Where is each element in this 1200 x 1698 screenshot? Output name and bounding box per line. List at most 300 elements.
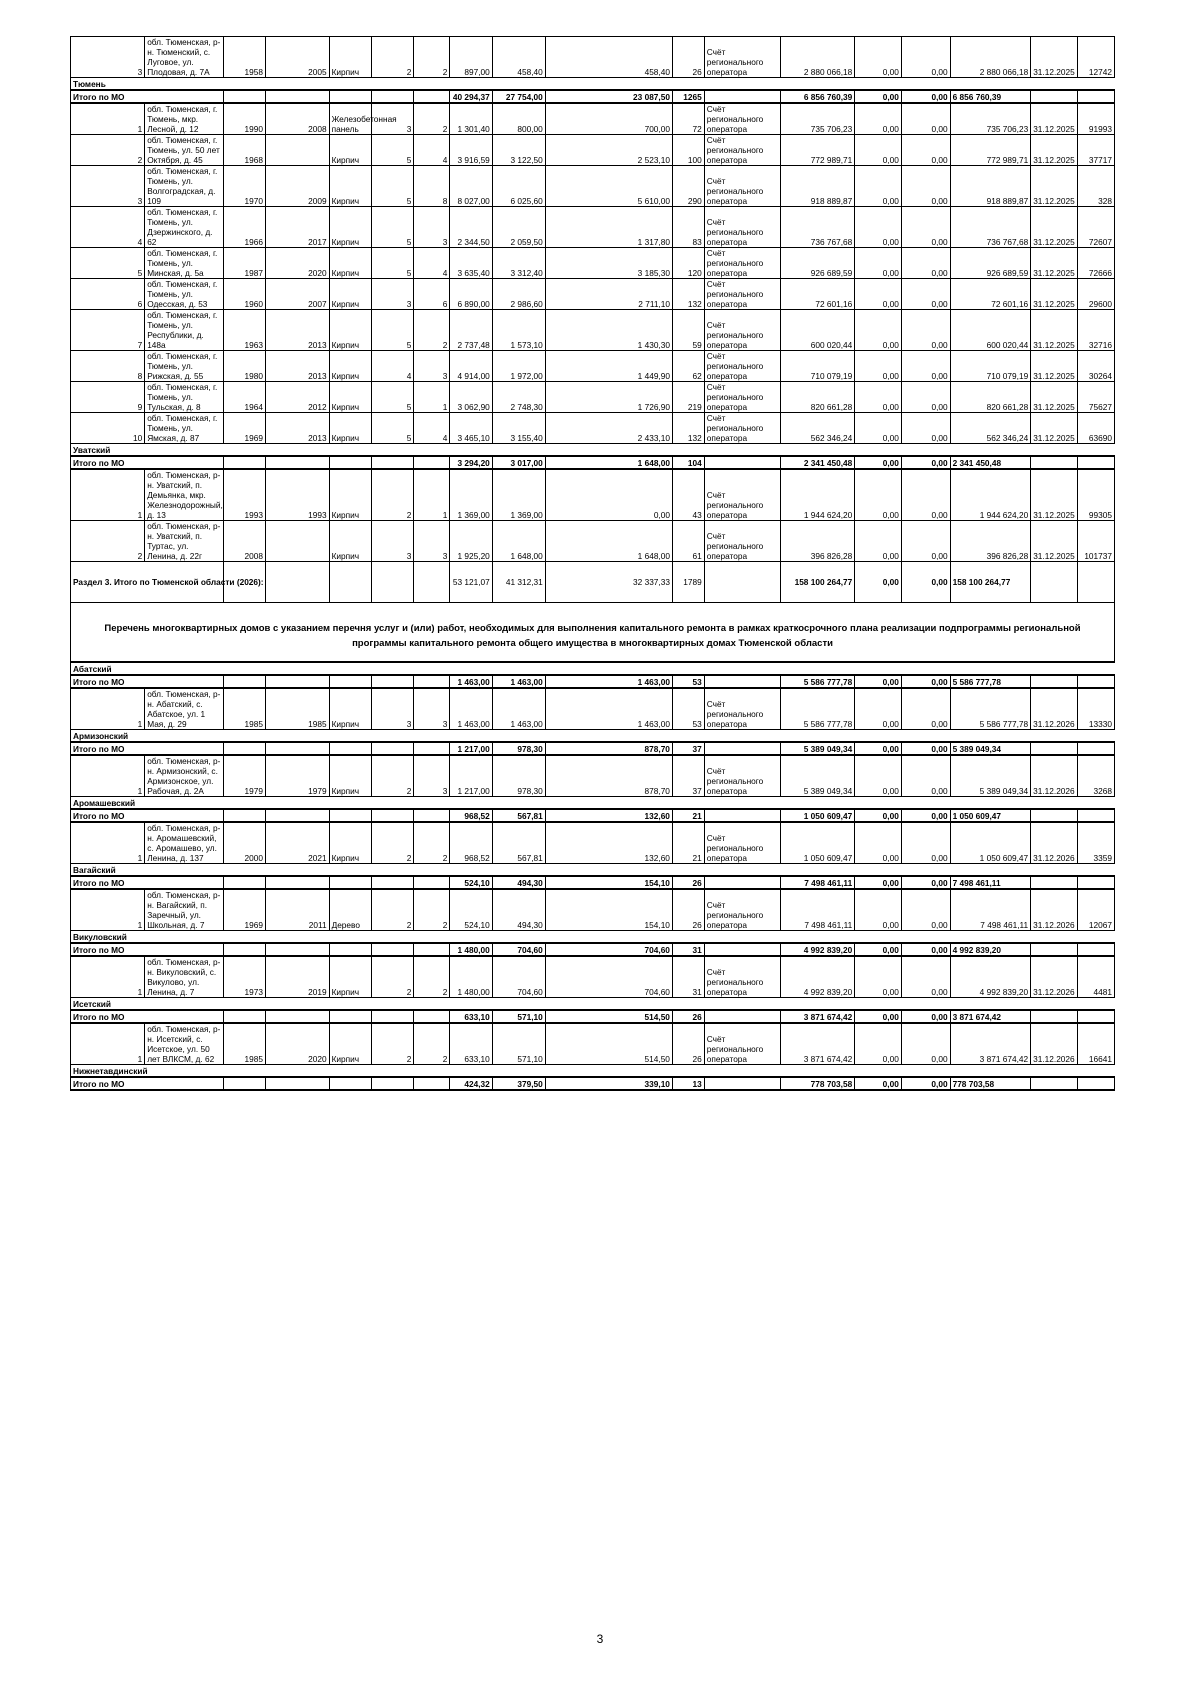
- total-area-sum: 424,32: [450, 1077, 492, 1090]
- funding-source-cell: Счёт регионального оператора: [704, 469, 780, 521]
- empty-cell: [223, 1010, 265, 1023]
- year-built-cell: 2008: [223, 521, 265, 562]
- repair-cost-sum: 3 871 674,42: [781, 1010, 855, 1023]
- repair-cost-sum: 4 992 839,20: [781, 943, 855, 956]
- cost-sum-a: 0,00: [855, 562, 902, 603]
- year-built-cell: 1970: [223, 166, 265, 207]
- premises-area-cell: 458,40: [492, 37, 545, 78]
- floors-cell: 2: [371, 755, 413, 797]
- floors-cell: 2: [371, 889, 413, 931]
- cost-cell-b: 0,00: [901, 310, 950, 351]
- empty-cell: [266, 1077, 330, 1090]
- empty-cell: [1077, 943, 1114, 956]
- table-row: [71, 382, 1115, 413]
- residential-area-sum: 339,10: [545, 1077, 672, 1090]
- entrances-cell: 2: [414, 103, 450, 135]
- row-number: 2: [71, 521, 145, 562]
- residents-cell: 61: [672, 521, 704, 562]
- total-area-sum: 968,52: [450, 809, 492, 822]
- table-row: [71, 279, 1115, 310]
- funding-source-cell: Счёт регионального оператора: [704, 889, 780, 931]
- funding-source-cell: Счёт регионального оператора: [704, 956, 780, 998]
- municipality-name: Армизонский: [71, 730, 1115, 743]
- cost-cell-b: 0,00: [901, 755, 950, 797]
- cost-total-cell: 772 989,71: [950, 135, 1031, 166]
- cost-sum-a: 0,00: [855, 876, 902, 889]
- cost-cell-a: 0,00: [855, 37, 902, 78]
- cost-sum-b: 0,00: [901, 675, 950, 688]
- year-repair-cell: 1985: [266, 688, 330, 730]
- table-row: [71, 37, 1115, 78]
- municipality-row: [71, 797, 1115, 810]
- deadline-date-cell: 31.12.2025: [1031, 207, 1078, 248]
- funding-source-cell: Счёт регионального оператора: [704, 279, 780, 310]
- total-area-cell: 1 463,00: [450, 688, 492, 730]
- residential-area-sum: 878,70: [545, 742, 672, 755]
- cost-sum-a: 0,00: [855, 1010, 902, 1023]
- cost-total-sum: 4 992 839,20: [950, 943, 1031, 956]
- empty-cell: [1077, 562, 1114, 603]
- cost-total-cell: 1 944 624,20: [950, 469, 1031, 521]
- empty-cell: [371, 1010, 413, 1023]
- table-row: [71, 135, 1115, 166]
- residents-sum: 104: [672, 456, 704, 469]
- repair-cost-sum: 5 586 777,78: [781, 675, 855, 688]
- total-label: Итого по МО: [71, 456, 224, 469]
- cost-cell-b: 0,00: [901, 956, 950, 998]
- cost-cell-a: 0,00: [855, 688, 902, 730]
- municipality-total-row: [71, 1077, 1115, 1090]
- empty-cell: [329, 809, 371, 822]
- empty-cell: [704, 562, 780, 603]
- document-page: [70, 36, 1115, 1091]
- empty-cell: [414, 742, 450, 755]
- year-built-cell: 1980: [223, 351, 265, 382]
- year-repair-cell: 2020: [266, 248, 330, 279]
- house-id-cell: 37717: [1077, 135, 1114, 166]
- residential-area-sum: 23 087,50: [545, 90, 672, 103]
- empty-cell: [371, 943, 413, 956]
- municipality-row: [71, 730, 1115, 743]
- residential-area-sum: 1 463,00: [545, 675, 672, 688]
- funding-source-cell: Счёт регионального оператора: [704, 521, 780, 562]
- empty-cell: [266, 456, 330, 469]
- house-id-cell: 13330: [1077, 688, 1114, 730]
- cost-cell-b: 0,00: [901, 889, 950, 931]
- empty-cell: [704, 809, 780, 822]
- total-label: Итого по МО: [71, 1010, 224, 1023]
- year-repair-cell: 2013: [266, 351, 330, 382]
- house-id-cell: 72666: [1077, 248, 1114, 279]
- page-number: 3: [596, 1632, 604, 1646]
- residents-sum: 31: [672, 943, 704, 956]
- year-built-cell: 1968: [223, 135, 265, 166]
- year-repair-cell: [266, 135, 330, 166]
- residents-cell: 26: [672, 889, 704, 931]
- premises-area-sum: 27 754,00: [492, 90, 545, 103]
- funding-source-cell: Счёт регионального оператора: [704, 135, 780, 166]
- deadline-date-cell: 31.12.2026: [1031, 1023, 1078, 1065]
- address-cell: обл. Тюменская, г. Тюмень, ул. Волгоградская, д. 109: [145, 166, 223, 207]
- floors-cell: 2: [371, 37, 413, 78]
- house-id-cell: 12742: [1077, 37, 1114, 78]
- repair-cost-cell: 2 880 066,18: [781, 37, 855, 78]
- empty-cell: [266, 876, 330, 889]
- premises-area-cell: 567,81: [492, 822, 545, 864]
- residential-area-cell: 2 711,10: [545, 279, 672, 310]
- empty-cell: [414, 1010, 450, 1023]
- empty-cell: [704, 876, 780, 889]
- cost-total-cell: 2 880 066,18: [950, 37, 1031, 78]
- municipality-total-row: [71, 1010, 1115, 1023]
- floors-cell: 5: [371, 248, 413, 279]
- empty-cell: [223, 809, 265, 822]
- residential-area-cell: 704,60: [545, 956, 672, 998]
- repair-cost-cell: 918 889,87: [781, 166, 855, 207]
- repair-cost-cell: 772 989,71: [781, 135, 855, 166]
- floors-cell: 3: [371, 521, 413, 562]
- premises-area-cell: 3 312,40: [492, 248, 545, 279]
- funding-source-cell: Счёт регионального оператора: [704, 248, 780, 279]
- municipality-row: [71, 78, 1115, 91]
- address-cell: обл. Тюменская, г. Тюмень, ул. 50 лет Октября, д. 45: [145, 135, 223, 166]
- floors-cell: 2: [371, 956, 413, 998]
- year-built-cell: 1969: [223, 413, 265, 444]
- cost-sum-b: 0,00: [901, 1010, 950, 1023]
- year-repair-cell: 2021: [266, 822, 330, 864]
- cost-sum-b: 0,00: [901, 1077, 950, 1090]
- entrances-cell: 2: [414, 956, 450, 998]
- funding-source-cell: Счёт регионального оператора: [704, 822, 780, 864]
- wall-material-cell: Кирпич: [329, 166, 371, 207]
- cost-total-sum: 5 389 049,34: [950, 742, 1031, 755]
- cost-total-cell: 4 992 839,20: [950, 956, 1031, 998]
- cost-total-cell: 5 389 049,34: [950, 755, 1031, 797]
- repair-cost-cell: 396 826,28: [781, 521, 855, 562]
- empty-cell: [329, 562, 371, 603]
- empty-cell: [704, 456, 780, 469]
- total-label: Итого по МО: [71, 675, 224, 688]
- year-repair-cell: 2013: [266, 310, 330, 351]
- cost-cell-a: 0,00: [855, 166, 902, 207]
- wall-material-cell: Кирпич: [329, 413, 371, 444]
- total-area-cell: 1 301,40: [450, 103, 492, 135]
- deadline-date-cell: 31.12.2026: [1031, 822, 1078, 864]
- empty-cell: [704, 90, 780, 103]
- floors-cell: 5: [371, 382, 413, 413]
- empty-cell: [1031, 943, 1078, 956]
- premises-area-cell: 1 573,10: [492, 310, 545, 351]
- cost-sum-a: 0,00: [855, 1077, 902, 1090]
- municipality-row: [71, 931, 1115, 944]
- house-id-cell: 99305: [1077, 469, 1114, 521]
- total-area-cell: 3 465,10: [450, 413, 492, 444]
- residential-area-cell: 1 449,90: [545, 351, 672, 382]
- municipality-name: Вагайский: [71, 864, 1115, 877]
- cost-total-cell: 72 601,16: [950, 279, 1031, 310]
- repair-cost-cell: 5 586 777,78: [781, 688, 855, 730]
- municipality-name: Исетский: [71, 998, 1115, 1011]
- funding-source-cell: Счёт регионального оператора: [704, 382, 780, 413]
- cost-sum-a: 0,00: [855, 675, 902, 688]
- repair-cost-cell: 1 944 624,20: [781, 469, 855, 521]
- section-total-row: [71, 562, 1115, 603]
- cost-sum-a: 0,00: [855, 742, 902, 755]
- house-id-cell: 91993: [1077, 103, 1114, 135]
- empty-cell: [1031, 1077, 1078, 1090]
- empty-cell: [1031, 809, 1078, 822]
- wall-material-cell: Кирпич: [329, 248, 371, 279]
- residents-cell: 37: [672, 755, 704, 797]
- table-row: [71, 822, 1115, 864]
- deadline-date-cell: 31.12.2026: [1031, 956, 1078, 998]
- table-row: [71, 207, 1115, 248]
- year-repair-cell: 2011: [266, 889, 330, 931]
- empty-cell: [223, 876, 265, 889]
- address-cell: обл. Тюменская, р-н. Уватский, п. Демьянка, мкр. Железнодорожный, д. 13: [145, 469, 223, 521]
- empty-cell: [329, 943, 371, 956]
- address-cell: обл. Тюменская, р-н. Тюменский, с. Луговое, ул. Плодовая, д. 7А: [145, 37, 223, 78]
- row-number: 8: [71, 351, 145, 382]
- house-id-cell: 328: [1077, 166, 1114, 207]
- table-row: [71, 1023, 1115, 1065]
- cost-cell-b: 0,00: [901, 37, 950, 78]
- empty-cell: [1077, 809, 1114, 822]
- address-cell: обл. Тюменская, р-н. Викуловский, с. Викулово, ул. Ленина, д. 7: [145, 956, 223, 998]
- empty-cell: [223, 742, 265, 755]
- year-built-cell: 1985: [223, 688, 265, 730]
- empty-cell: [1031, 742, 1078, 755]
- funding-source-cell: Счёт регионального оператора: [704, 166, 780, 207]
- cost-total-cell: 600 020,44: [950, 310, 1031, 351]
- cost-sum-b: 0,00: [901, 943, 950, 956]
- cost-cell-a: 0,00: [855, 103, 902, 135]
- total-label: Итого по МО: [71, 742, 224, 755]
- total-area-sum: 1 217,00: [450, 742, 492, 755]
- municipality-total-row: [71, 943, 1115, 956]
- house-id-cell: 4481: [1077, 956, 1114, 998]
- wall-material-cell: Кирпич: [329, 688, 371, 730]
- row-number: 1: [71, 1023, 145, 1065]
- cost-cell-a: 0,00: [855, 248, 902, 279]
- house-id-cell: 3268: [1077, 755, 1114, 797]
- entrances-cell: 6: [414, 279, 450, 310]
- cost-total-cell: 926 689,59: [950, 248, 1031, 279]
- floors-cell: 3: [371, 103, 413, 135]
- cost-cell-b: 0,00: [901, 1023, 950, 1065]
- residential-area-cell: 1 430,30: [545, 310, 672, 351]
- funding-source-cell: Счёт регионального оператора: [704, 103, 780, 135]
- repair-cost-cell: 562 346,24: [781, 413, 855, 444]
- total-area-cell: 3 916,59: [450, 135, 492, 166]
- entrances-cell: 2: [414, 1023, 450, 1065]
- empty-cell: [371, 90, 413, 103]
- municipality-row: [71, 864, 1115, 877]
- floors-cell: 5: [371, 310, 413, 351]
- empty-cell: [223, 1077, 265, 1090]
- empty-cell: [266, 1010, 330, 1023]
- year-repair-cell: 2009: [266, 166, 330, 207]
- repair-cost-cell: 3 871 674,42: [781, 1023, 855, 1065]
- repair-cost-cell: 600 020,44: [781, 310, 855, 351]
- total-area-cell: 968,52: [450, 822, 492, 864]
- wall-material-cell: Кирпич: [329, 521, 371, 562]
- cost-total-sum: 1 050 609,47: [950, 809, 1031, 822]
- address-cell: обл. Тюменская, р-н. Аромашевский, с. Аромашево, ул. Ленина, д. 137: [145, 822, 223, 864]
- cost-cell-b: 0,00: [901, 103, 950, 135]
- empty-cell: [1077, 90, 1114, 103]
- wall-material-cell: Кирпич: [329, 207, 371, 248]
- address-cell: обл. Тюменская, г. Тюмень, ул. Тульская, д. 8: [145, 382, 223, 413]
- floors-cell: 5: [371, 166, 413, 207]
- cost-cell-b: 0,00: [901, 688, 950, 730]
- row-number: 1: [71, 469, 145, 521]
- cost-total-sum: 3 871 674,42: [950, 1010, 1031, 1023]
- residential-area-sum: 32 337,33: [545, 562, 672, 603]
- premises-area-cell: 2 059,50: [492, 207, 545, 248]
- entrances-cell: 3: [414, 688, 450, 730]
- residents-sum: 26: [672, 1010, 704, 1023]
- municipality-total-row: [71, 456, 1115, 469]
- premises-area-cell: 2 986,60: [492, 279, 545, 310]
- residents-cell: 132: [672, 413, 704, 444]
- wall-material-cell: Железобетонная панель: [329, 103, 371, 135]
- municipality-total-row: [71, 809, 1115, 822]
- empty-cell: [266, 562, 330, 603]
- premises-area-cell: 571,10: [492, 1023, 545, 1065]
- residents-sum: 37: [672, 742, 704, 755]
- premises-area-sum: 379,50: [492, 1077, 545, 1090]
- total-area-cell: 2 344,50: [450, 207, 492, 248]
- address-cell: обл. Тюменская, г. Тюмень, ул. Республики, д. 148а: [145, 310, 223, 351]
- empty-cell: [266, 943, 330, 956]
- funding-source-cell: Счёт регионального оператора: [704, 1023, 780, 1065]
- residents-cell: 26: [672, 37, 704, 78]
- deadline-date-cell: 31.12.2025: [1031, 103, 1078, 135]
- wall-material-cell: Кирпич: [329, 310, 371, 351]
- year-repair-cell: 2019: [266, 956, 330, 998]
- premises-area-sum: 3 017,00: [492, 456, 545, 469]
- residential-area-cell: 1 463,00: [545, 688, 672, 730]
- house-id-cell: 63690: [1077, 413, 1114, 444]
- empty-cell: [704, 1010, 780, 1023]
- total-area-sum: 3 294,20: [450, 456, 492, 469]
- year-built-cell: 1963: [223, 310, 265, 351]
- premises-area-sum: 704,60: [492, 943, 545, 956]
- empty-cell: [371, 1077, 413, 1090]
- cost-cell-a: 0,00: [855, 413, 902, 444]
- empty-cell: [414, 1077, 450, 1090]
- address-cell: обл. Тюменская, р-н. Исетский, с. Исетское, ул. 50 лет ВЛКСМ, д. 62: [145, 1023, 223, 1065]
- premises-area-cell: 978,30: [492, 755, 545, 797]
- table-row: [71, 956, 1115, 998]
- year-built-cell: 1987: [223, 248, 265, 279]
- house-id-cell: 72607: [1077, 207, 1114, 248]
- residents-cell: 100: [672, 135, 704, 166]
- repair-cost-sum: 5 389 049,34: [781, 742, 855, 755]
- row-number: 1: [71, 889, 145, 931]
- address-cell: обл. Тюменская, г. Тюмень, ул. Одесская, д. 53: [145, 279, 223, 310]
- empty-cell: [704, 675, 780, 688]
- year-repair-cell: 2020: [266, 1023, 330, 1065]
- residents-cell: 72: [672, 103, 704, 135]
- table-row: [71, 310, 1115, 351]
- repair-cost-sum: 158 100 264,77: [781, 562, 855, 603]
- repair-cost-sum: 1 050 609,47: [781, 809, 855, 822]
- year-repair-cell: 2008: [266, 103, 330, 135]
- cost-sum-a: 0,00: [855, 456, 902, 469]
- total-area-cell: 4 914,00: [450, 351, 492, 382]
- address-cell: обл. Тюменская, р-н. Армизонский, с. Армизонское, ул. Рабочая, д. 2А: [145, 755, 223, 797]
- empty-cell: [1031, 456, 1078, 469]
- residents-cell: 53: [672, 688, 704, 730]
- cost-cell-a: 0,00: [855, 956, 902, 998]
- repair-cost-cell: 735 706,23: [781, 103, 855, 135]
- deadline-date-cell: 31.12.2025: [1031, 166, 1078, 207]
- row-number: 7: [71, 310, 145, 351]
- residential-area-cell: 2 433,10: [545, 413, 672, 444]
- residential-area-cell: 700,00: [545, 103, 672, 135]
- empty-cell: [1031, 876, 1078, 889]
- deadline-date-cell: 31.12.2025: [1031, 310, 1078, 351]
- row-number: 4: [71, 207, 145, 248]
- floors-cell: 5: [371, 413, 413, 444]
- table-row: [71, 248, 1115, 279]
- residents-cell: 43: [672, 469, 704, 521]
- total-area-cell: 3 062,90: [450, 382, 492, 413]
- total-area-sum: 40 294,37: [450, 90, 492, 103]
- entrances-cell: 3: [414, 207, 450, 248]
- deadline-date-cell: 31.12.2025: [1031, 135, 1078, 166]
- premises-area-cell: 6 025,60: [492, 166, 545, 207]
- deadline-date-cell: 31.12.2025: [1031, 37, 1078, 78]
- entrances-cell: 1: [414, 469, 450, 521]
- empty-cell: [371, 562, 413, 603]
- funding-source-cell: Счёт регионального оператора: [704, 413, 780, 444]
- floors-cell: 3: [371, 688, 413, 730]
- entrances-cell: 2: [414, 310, 450, 351]
- residents-cell: 83: [672, 207, 704, 248]
- residential-area-cell: 154,10: [545, 889, 672, 931]
- premises-area-sum: 1 463,00: [492, 675, 545, 688]
- row-number: 9: [71, 382, 145, 413]
- empty-cell: [414, 456, 450, 469]
- residential-area-sum: 132,60: [545, 809, 672, 822]
- premises-area-cell: 1 972,00: [492, 351, 545, 382]
- cost-total-cell: 396 826,28: [950, 521, 1031, 562]
- repair-cost-cell: 710 079,19: [781, 351, 855, 382]
- repair-cost-sum: 6 856 760,39: [781, 90, 855, 103]
- cost-total-cell: 7 498 461,11: [950, 889, 1031, 931]
- empty-cell: [414, 809, 450, 822]
- cost-sum-b: 0,00: [901, 809, 950, 822]
- cost-cell-b: 0,00: [901, 351, 950, 382]
- premises-area-sum: 571,10: [492, 1010, 545, 1023]
- empty-cell: [329, 90, 371, 103]
- year-repair-cell: 1993: [266, 469, 330, 521]
- cost-total-sum: 2 341 450,48: [950, 456, 1031, 469]
- floors-cell: 2: [371, 822, 413, 864]
- premises-area-sum: 494,30: [492, 876, 545, 889]
- floors-cell: 3: [371, 279, 413, 310]
- repair-cost-sum: 2 341 450,48: [781, 456, 855, 469]
- deadline-date-cell: 31.12.2026: [1031, 755, 1078, 797]
- premises-area-cell: 704,60: [492, 956, 545, 998]
- residents-cell: 62: [672, 351, 704, 382]
- entrances-cell: 3: [414, 521, 450, 562]
- empty-cell: [414, 90, 450, 103]
- municipality-name: Уватский: [71, 444, 1115, 457]
